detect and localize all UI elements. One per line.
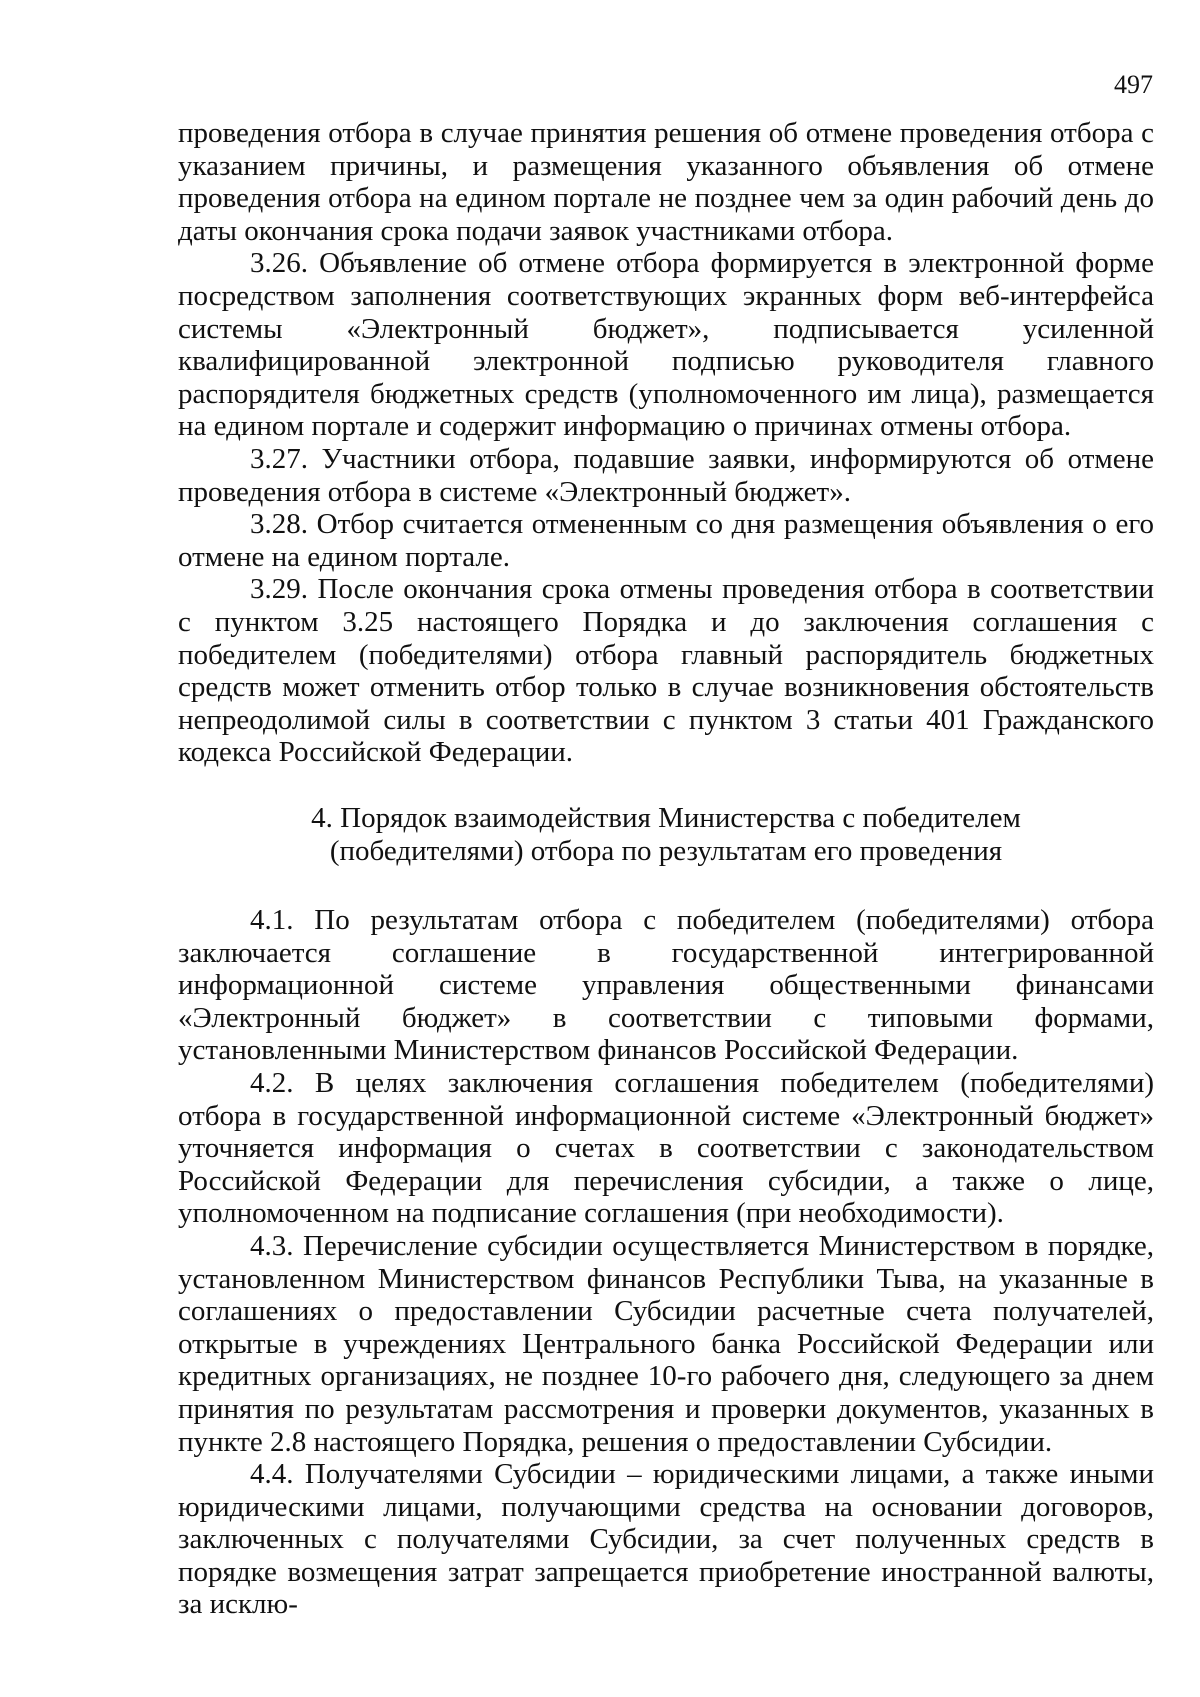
top-text-block (178, 117, 1154, 769)
section-heading-line-2: (победителями) отбора по результатам его проведения (329, 834, 1003, 867)
paragraph-3-29: 3.29. После окончания срока отмены проведения отбора в соответствии с пунктом 3.25 настоящего Порядка и до заключения соглашения с победителем (победителями) отбора главный распорядитель бюджетных средств может отменить отбор только в случае возникновения обстоятельств непреодолимой силы в соответствии с пунктом 3 статьи 401 Гражданского кодекса Российской Федерации. (178, 573, 1154, 769)
bottom-text-block (178, 904, 1154, 1621)
paragraph-3-26: 3.26. Объявление об отмене отбора формируется в электронной форме посредством заполнения соответствующих экранных форм веб-интерфейса системы «Электронный бюджет», подписывается усиленной квалифицированной электронной подписью руководителя главного распорядителя бюджетных средств (уполномоченного им лица), размещается на едином портале и содержит информацию о причинах отмены отбора. (178, 247, 1154, 443)
paragraph-4-1: 4.1. По результатам отбора с победителем (победителями) отбора заключается соглашение в государственной интегрированной информационной системе управления общественными финансами «Электронный бюджет» в соответствии с типовыми формами, установленными Министерством финансов Российской Федерации. (178, 904, 1154, 1067)
paragraph-4-3: 4.3. Перечисление субсидии осуществляется Министерством в порядке, установленном Министерством финансов Республики Тыва, на указанные в соглашениях о предоставлении Субсидии расчетные счета получателей, открытые в учреждениях Центрального банка Российской Федерации или кредитных организациях, не позднее 10-го рабочего дня, следующего за днем принятия по результатам рассмотрения и проверки документов, указанных в пункте 2.8 настоящего Порядка, решения о предоставлении Субсидии. (178, 1229, 1154, 1458)
paragraph-3-28: 3.28. Отбор считается отмененным со дня размещения объявления о его отмене на едином портале. (178, 508, 1154, 573)
section-heading-line-1: 4. Порядок взаимодействия Министерства с победителем (311, 802, 1021, 834)
page-number: 497 (1114, 70, 1153, 99)
paragraph-4-4: 4.4. Получателями Субсидии – юридическими лицами, а также иными юридическими лицами, получающими средства на основании договоров, заключенных с получателями Субсидии, за счет полученных средств в порядке возмещения затрат запрещается приобретение иностранной валюты, за исклю- (178, 1458, 1154, 1621)
paragraph-4-2: 4.2. В целях заключения соглашения победителем (победителями) отбора в государственной информационной системе «Электронный бюджет» уточняется информация о счетах в соответствии с законодательством Российской Федерации для перечисления субсидии, а также о лице, уполномоченном на подписание соглашения (при необходимости). (178, 1066, 1154, 1230)
paragraph-3-27: 3.27. Участники отбора, подавшие заявки, информируются об отмене проведения отбора в системе «Электронный бюджет». (178, 442, 1154, 508)
paragraph-continuation: проведения отбора в случае принятия решения об отмене проведения отбора с указанием причины, и размещения указанного объявления об отмене проведения отбора на едином портале не позднее чем за один рабочий день до даты окончания срока подачи заявок участниками отбора. (178, 117, 1154, 247)
section-heading (178, 802, 1154, 867)
